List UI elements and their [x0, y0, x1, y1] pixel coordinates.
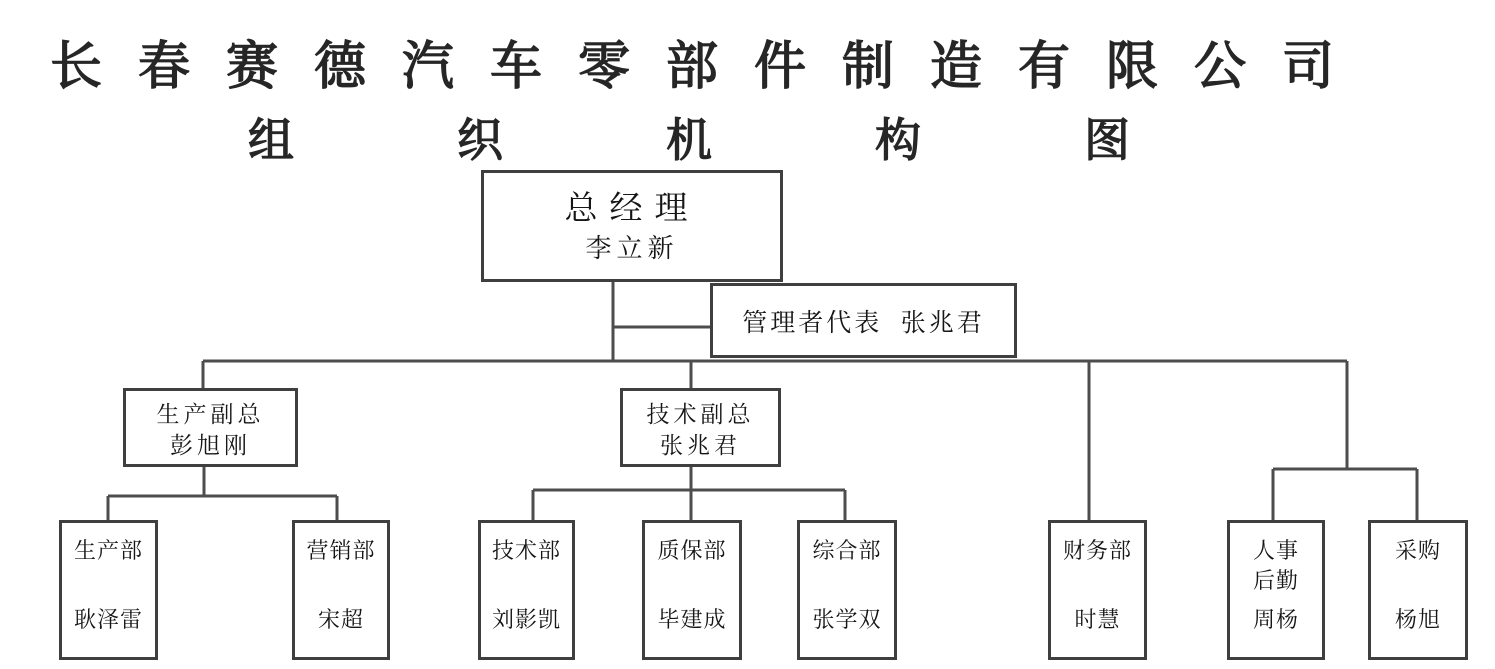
org-node-production-dept: [59, 520, 158, 660]
org-node-procurement-dept: [1368, 520, 1468, 660]
general-manager-name: 李立新: [585, 234, 679, 263]
dept-label: 营销部: [306, 538, 376, 563]
dept-label: 综合部: [812, 538, 882, 563]
dept-label: 采购: [1394, 538, 1441, 563]
vp-production-name: 彭旭刚: [170, 433, 251, 458]
org-node-technology-dept: [478, 520, 575, 660]
management-representative-label: 管理者代表 张兆君: [742, 309, 985, 337]
dept-label: 人事: [1252, 538, 1299, 563]
dept-person: 时慧: [1074, 607, 1121, 632]
org-node-general-affairs-dept: [797, 520, 897, 660]
dept-label: 生产部: [73, 538, 143, 563]
dept-person: 周杨: [1252, 607, 1299, 632]
vp-production-title: 生产副总: [156, 402, 265, 427]
org-node-vp-production: [123, 388, 298, 467]
dept-person: 刘影凯: [491, 607, 561, 632]
dept-person: 杨旭: [1394, 607, 1441, 632]
dept-person: 毕建成: [657, 607, 727, 632]
org-node-management-representative: [710, 283, 1017, 358]
page-subtitle: 组织机构图: [248, 115, 1293, 166]
dept-label-2: 后勤: [1252, 568, 1299, 593]
page-title: 长春赛德汽车零部件制造有限公司: [50, 39, 1371, 96]
org-node-quality-dept: [642, 520, 742, 660]
general-manager-title: 总经理: [564, 191, 700, 227]
org-node-general-manager: [481, 170, 783, 282]
dept-person: 张学双: [812, 607, 882, 632]
org-node-finance-dept: [1048, 520, 1147, 660]
dept-label: 财务部: [1062, 538, 1132, 563]
org-node-marketing-dept: [292, 520, 390, 660]
dept-person: 耿泽雷: [73, 607, 143, 632]
vp-technology-title: 技术副总: [646, 402, 755, 427]
dept-label: 技术部: [491, 538, 561, 563]
org-node-vp-technology: [620, 388, 781, 467]
vp-technology-name: 张兆君: [660, 433, 741, 458]
dept-person: 宋超: [317, 607, 364, 632]
dept-label: 质保部: [657, 538, 727, 563]
org-node-hr-logistics-dept: [1227, 520, 1325, 660]
